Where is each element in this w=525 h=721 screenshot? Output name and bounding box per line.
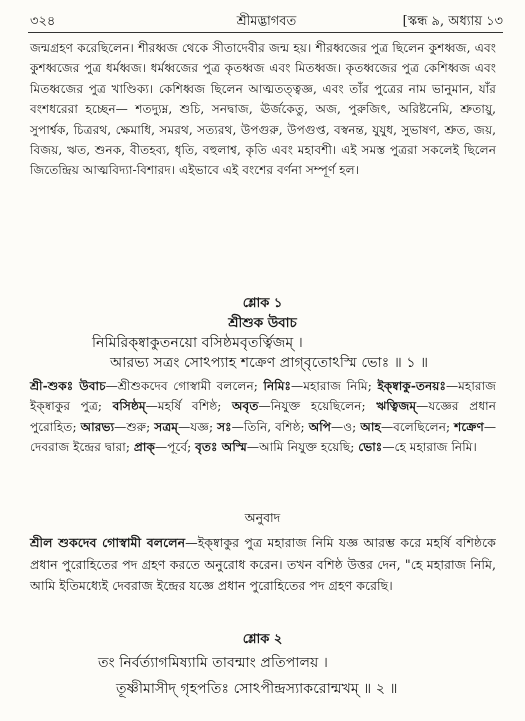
synonym-meaning: —আমি নিযুক্ত হয়েছি;	[246, 440, 359, 455]
synonym-term: ইক্ষ্বাকু-তনয়ঃ	[377, 379, 446, 393]
verse-1-line-2: আরভ্য সত্রং সোঽপ্যাহ শক্রেণ প্রাগ্‌বৃতোঽস্মি ভোঃ ॥ ১ ॥	[110, 355, 429, 371]
translation-paragraph	[30, 532, 496, 597]
synonym-term: নিমিঃ	[263, 379, 291, 393]
verse-1-line-1: নিমিরিক্ষ্বাকুতনয়ো বসিষ্ঠমবৃতর্ত্বিজম্ ।	[92, 335, 303, 351]
synonym-term: শক্রেণ	[454, 419, 484, 434]
synonyms-paragraph	[30, 376, 496, 458]
synonym-term: অপি	[308, 419, 332, 434]
section-reference: [স্কন্ধ ৯, অধ্যায় ১৩	[402, 14, 503, 29]
verse-1-speaker: শ্রীশুক উবাচ	[228, 315, 297, 331]
synonym-meaning: —পূর্বে;	[155, 440, 196, 455]
translation-label: অনুবাদ	[244, 510, 281, 525]
page-number: ৩২৪	[30, 14, 56, 29]
verse-2-label: শ্লোক ২	[242, 632, 283, 647]
synonym-meaning: —মহারাজ ইক্ষ্বাকুর পুত্র;	[30, 379, 497, 414]
verse-2-line-1: তং নির্বর্ত্যাগমিষ্যামি তাবন্মাং প্রতিপালয় ।	[98, 655, 328, 671]
synonym-term: প্রাক্	[133, 440, 155, 455]
running-header	[30, 10, 503, 32]
synonym-meaning: —যজ্ঞের প্রধান পুরোহিত;	[30, 399, 496, 434]
synonym-term: ঋত্বিজম্	[376, 399, 417, 414]
verse-2-line-2: তূষ্ণীমাসীদ্ গৃহপতিঃ সোঽপীন্দ্রস্যাকরোন্মখম্ ॥ ২ ॥	[116, 681, 398, 697]
synonym-meaning: —তিনি, বশিষ্ঠ;	[231, 419, 309, 434]
synonym-meaning: —ও;	[331, 419, 361, 434]
synonym-term: আরভ্য	[80, 419, 115, 434]
synonym-meaning: —দেবরাজ ইন্দ্রের দ্বারা;	[30, 419, 497, 455]
synonym-term: আহ	[360, 419, 381, 434]
book-title: শ্রীমদ্ভাগবত	[236, 14, 297, 29]
synonym-meaning: —বলেছিলেন;	[380, 419, 455, 434]
synonym-meaning: —শ্রীশুকদেব গোস্বামী বললেন;	[105, 379, 264, 393]
intro-paragraph: জন্মগ্রহণ করেছিলেন। শীরধ্বজ থেকে সীতাদেবীর জন্ম হয়। শীরধ্বজের পুত্র ছিলেন কুশধ্বজ, এবং কুশধ্বজের পুত্র ধর্মধ্বজ। ধর্মধ্বজের পুত্র কৃতধ্বজ এবং মিতধ্বজ। কৃতধ্বজের পুত্র কেশিধ্বজ এবং মিতধ্বজের পুত্র খাণ্ডিক্য। কেশিধ্বজ ছিলেন আত্মতত্ত্বজ্ঞ, এবং তাঁর পুত্রের নাম ভানুমান, যাঁর বংশধরেরা হচ্ছেন— শতদ্যুম্ন, শুচি, সনদ্বাজ, ঊর্জকেতু, অজ, পুরুজিৎ, অরিষ্টনেমি, শ্রুতায়ু, সুপার্শ্বক, চিত্ররথ, ক্ষেমাধি, সমরথ, সত্যরথ, উপগুরু, উপগুপ্ত, বস্বনন্ত, যুযুধ, সুভাষণ, শ্রুত, জয়, বিজয়, ঋত, শুনক, বীতহব্য, ধৃতি, বহুলাশ্ব, কৃতি এবং মহাবশী। এই সমস্ত পুত্ররা সকলেই ছিলেন জিতেন্দ্রিয় আত্মবিদ্যা-বিশারদ। এইভাবে এই বংশের বর্ণনা সম্পূর্ণ হল।	[30, 41, 496, 178]
synonym-meaning: —মহারাজ নিমি;	[291, 379, 378, 393]
verse-1-label: শ্লোক ১	[242, 296, 283, 311]
header-rule	[28, 32, 503, 33]
synonym-term: বসিষ্ঠম্	[112, 399, 146, 414]
synonym-meaning: —যজ্ঞ;	[178, 419, 218, 434]
synonym-term: সঃ	[217, 419, 232, 434]
synonym-term: শ্রী-শুকঃ উবাচ	[30, 379, 106, 393]
synonym-term: অবৃত	[232, 399, 259, 414]
synonym-meaning: —শুরু;	[114, 419, 155, 434]
translation-body: —ইক্ষ্বাকুর পুত্র মহারাজ নিমি যজ্ঞ আরম্ভ করে মহর্ষি বশিষ্ঠকে প্রধান পুরোহিতের পদ গ্রহণ করতে অনুরোধ করেন। তখন বশিষ্ঠ উত্তর দেন, "হে মহারাজ নিমি, আমি ইতিমধ্যেই দেবরাজ ইন্দ্রের যজ্ঞে প্রধান পুরোহিতের পদ গ্রহণ করেছি।	[30, 535, 496, 593]
synonym-term: সত্রম্	[154, 419, 179, 434]
synonym-meaning: —মহর্ষি বশিষ্ঠ;	[145, 399, 232, 414]
synonym-meaning: —হে মহারাজ নিমি।	[382, 440, 477, 455]
synonym-term: বৃতঃ অস্মি	[195, 440, 247, 455]
synonym-meaning: —নিযুক্ত হয়েছিলেন;	[258, 399, 377, 414]
synonym-term: ভোঃ	[358, 440, 383, 455]
translation-lead: শ্রীল শুকদেব গোস্বামী বললেন	[30, 535, 186, 550]
